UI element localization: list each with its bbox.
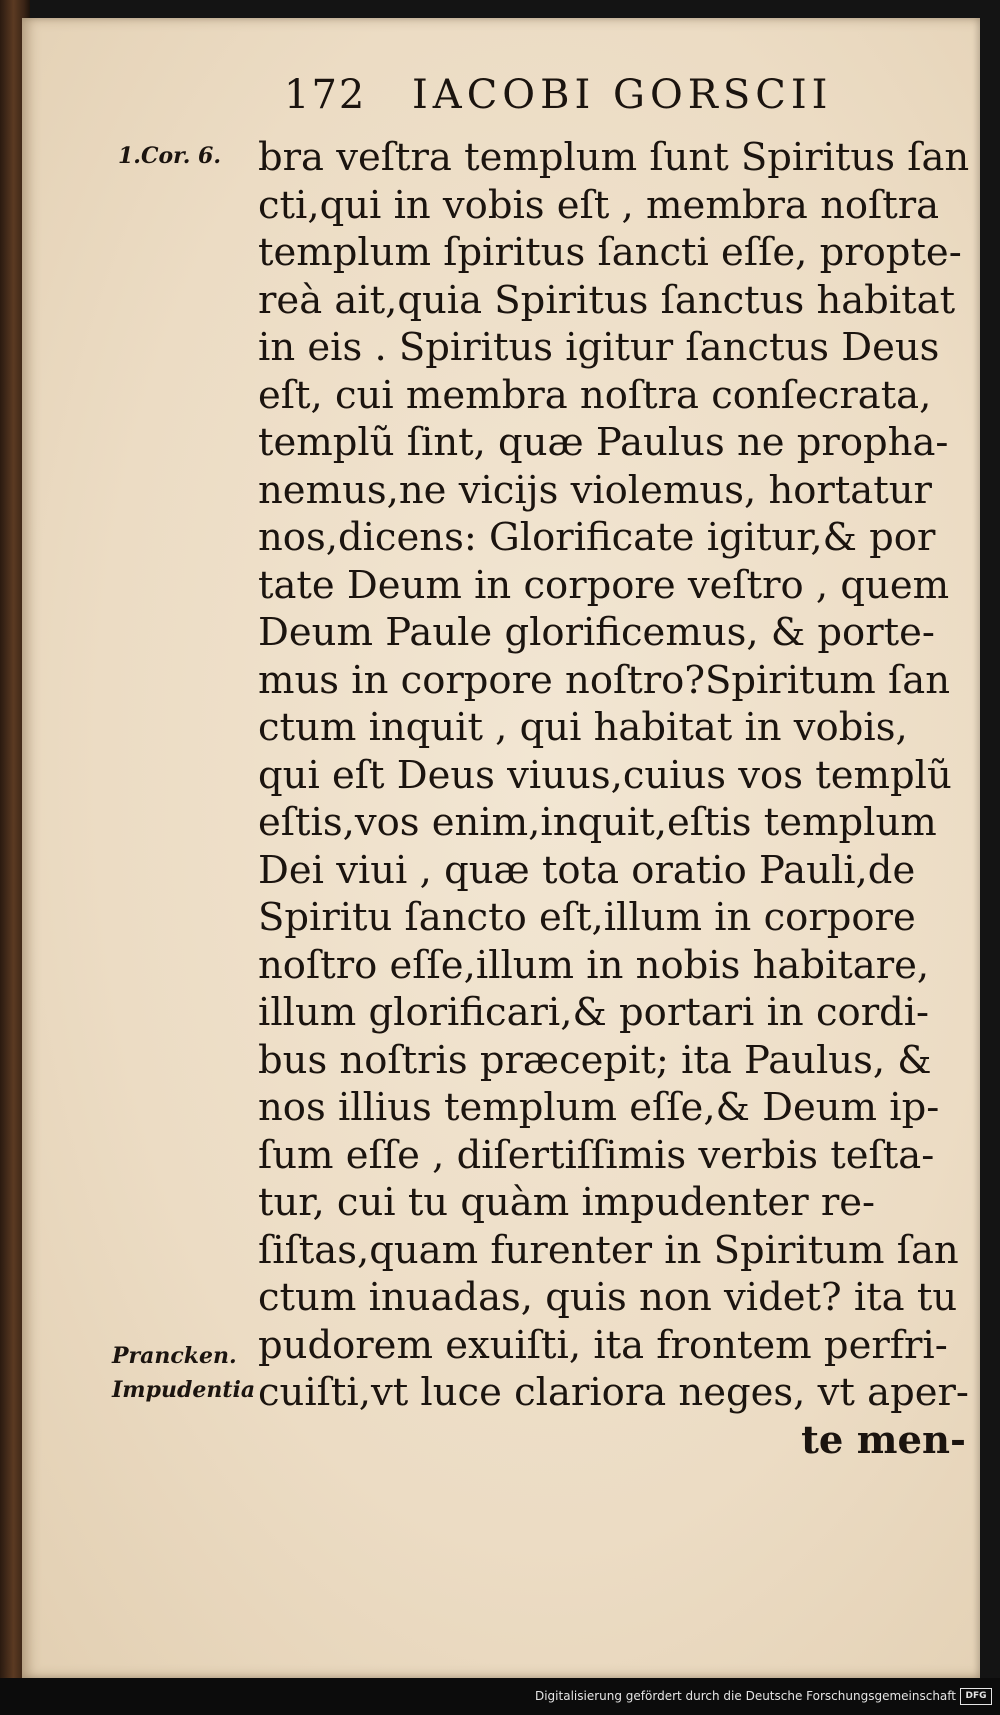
text-line: ſiſtas,quam furenter in Spiritum ſan (258, 1227, 959, 1273)
text-line: bus noſtris præcepit; ita Paulus, & (258, 1037, 932, 1083)
marginal-note-line-2: Impudentia (112, 1377, 256, 1403)
catchword: te men- (801, 1417, 966, 1463)
dfg-logo-icon: DFG (960, 1688, 992, 1705)
text-line: nemus,ne vicijs violemus, hortatur (258, 467, 932, 513)
page-header (262, 72, 882, 122)
page-number: 172 (284, 72, 367, 118)
text-line: bra veſtra templum ſunt Spiritus ſan (258, 135, 970, 180)
text-line: illum glorificari,& portari in cordi- (258, 990, 930, 1035)
text-line: Deum Paule glorificemus, & porte- (258, 610, 935, 655)
marginal-note-line-1: Prancken. (112, 1343, 237, 1369)
text-line: qui eſt Deus viuus,cuius vos templũ (258, 752, 952, 798)
text-line: nos,dicens: Glorificate igitur,& por (258, 515, 936, 560)
text-line: ctum inquit , qui habitat in vobis, (258, 705, 908, 750)
footer-bar (0, 1678, 1000, 1715)
text-line: ſum eſſe , diſertiſſimis verbis teſta- (258, 1132, 935, 1178)
text-line: reà ait,quia Spiritus ſanctus habitat (258, 277, 956, 323)
text-line: templum ſpiritus ſancti eſſe, propte- (258, 230, 962, 275)
body-text (258, 134, 978, 1464)
text-line: eſt, cui membra noſtra conſecrata, (258, 372, 932, 418)
text-line: ctum inuadas, quis non videt? ita tu (258, 1275, 958, 1320)
text-line: noſtro eſſe,illum in nobis habitare, (258, 942, 930, 988)
text-line: Dei viui , quæ tota oratio Pauli,de (258, 847, 916, 893)
text-line: cti,qui in vobis eſt , membra noſtra (258, 182, 940, 228)
text-line: Spiritu ſancto eſt,illum in corpore (258, 895, 916, 940)
marginal-citation: 1.Cor. 6. (118, 143, 222, 169)
text-line: in eis . Spiritus igitur ſanctus Deus (258, 325, 940, 370)
text-line: templũ ſint, quæ Paulus ne propha- (258, 420, 949, 465)
text-line: tate Deum in corpore veſtro , quem (258, 562, 950, 608)
text-line: pudorem exuiſti, ita frontem perfri- (258, 1322, 948, 1368)
text-line: eſtis,vos enim,inquit,eſtis templum (258, 800, 937, 845)
text-line: nos illius templum eſſe,& Deum ip- (258, 1085, 940, 1130)
text-line: cuiſti,vt luce clariora neges, vt aper- (258, 1370, 969, 1415)
running-title: IACOBI GORSCII (412, 72, 833, 118)
funding-credit: Digitalisierung gefördert durch die Deutsche Forschungsgemeinschaft (534, 1689, 956, 1703)
text-line: tur, cui tu quàm impudenter re- (258, 1180, 876, 1225)
text-line: mus in corpore noſtro?Spiritum ſan (258, 657, 951, 703)
